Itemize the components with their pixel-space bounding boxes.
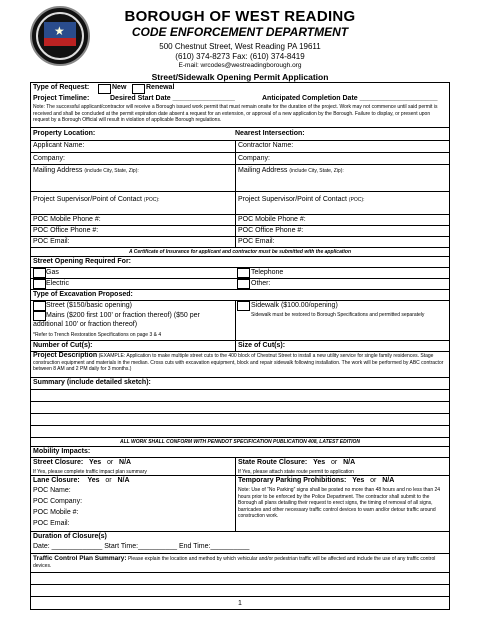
sidewalk-checkbox[interactable] <box>237 301 250 311</box>
opening-heading: Street Opening Required For: <box>33 258 132 265</box>
blank-line <box>30 596 450 597</box>
street-label: Street ($150/basic opening) <box>46 302 132 309</box>
state-route-hint: If Yes, please attach state route permit to application <box>238 469 354 475</box>
divider <box>30 289 450 290</box>
contractor-mobile-field[interactable]: POC Mobile Phone #: <box>238 216 306 223</box>
mobility-heading: Mobility Impacts: <box>33 448 91 455</box>
contractor-name-field[interactable]: Contractor Name: <box>238 142 294 149</box>
completion-date-field[interactable]: Anticipated Completion Date ____________________ <box>262 95 438 102</box>
start-date-field[interactable]: Desired Start Date ________________ <box>110 95 235 102</box>
mains-checkbox[interactable] <box>33 311 46 321</box>
divider <box>30 340 450 341</box>
divider <box>30 164 450 165</box>
sidewalk-note: Sidewalk must be restored to Borough Specifications and permitted separately <box>251 312 425 318</box>
poc-company-field[interactable]: POC Company: <box>33 498 83 505</box>
divider <box>30 256 450 257</box>
email: E-mail: wrcodes@westreadingborough.org <box>178 62 302 69</box>
contractor-supervisor-field[interactable]: Project Supervisor/Point of Contact (POC): <box>238 196 365 203</box>
column-divider <box>235 300 236 340</box>
poc-email-field[interactable]: POC Email: <box>33 520 70 527</box>
borough-title: BOROUGH OF WEST READING <box>124 8 356 25</box>
type-of-request-label: Type of Request: <box>33 84 90 91</box>
form-title: Street/Sidewalk Opening Permit Application <box>151 72 329 82</box>
street-checkbox[interactable] <box>33 301 46 311</box>
project-timeline-label: Project Timeline: <box>33 95 90 102</box>
street-closure-hint: If Yes, please complete traffic impact plan summary <box>33 469 147 475</box>
divider <box>30 475 450 476</box>
divider <box>30 531 450 532</box>
column-divider <box>235 457 236 531</box>
divider <box>30 389 450 390</box>
divider <box>30 377 450 378</box>
permit-note: Note: The successful applicant/contractor will receive a Borough issued work permit that must remain onsite for the duration of the project. Work may not commence until said permit is received and shall be concluded at the permit expiration date absent a request for an extension, or approval of a new application by the Borough. Failure to display, or present upon request by a Borough Official will result in violation of applicable Borough regulations. <box>33 104 438 123</box>
divider <box>30 191 450 192</box>
contractor-mailing-field[interactable]: Mailing Address (include City, State, Zip): <box>238 167 344 174</box>
number-of-cuts-field[interactable]: Number of Cut(s): <box>33 342 93 349</box>
excavation-heading: Type of Excavation Proposed: <box>33 291 133 298</box>
telephone-label: Telephone <box>251 269 284 276</box>
renewal-checkbox[interactable] <box>132 84 145 94</box>
divider <box>30 236 450 237</box>
divider <box>30 127 450 128</box>
insurance-note: A Certificate of Insurance for applicant and contractor must be submitted with the application <box>128 249 352 255</box>
divider <box>30 214 450 215</box>
other-checkbox[interactable] <box>237 279 250 289</box>
new-checkbox[interactable] <box>98 84 111 94</box>
telephone-checkbox[interactable] <box>237 268 250 278</box>
contractor-office-field[interactable]: POC Office Phone #: <box>238 227 304 234</box>
contractor-email-field[interactable]: POC Email: <box>238 238 275 245</box>
closure-duration-heading: Duration of Closure(s) <box>33 533 107 540</box>
divider <box>30 457 450 458</box>
sidewalk-label: Sidewalk ($100.00/opening) <box>251 302 338 309</box>
contractor-company-field[interactable]: Company: <box>238 155 270 162</box>
nearest-intersection-label: Nearest Intersection: <box>235 130 305 137</box>
phone-fax: (610) 374-8273 Fax: (610) 374-8419 <box>175 52 305 61</box>
divider <box>30 446 450 447</box>
other-field[interactable]: Other: <box>251 280 271 287</box>
property-location-label: Property Location: <box>33 130 96 137</box>
street-closure-label: Street Closure: Yes or N/A <box>33 459 132 466</box>
electric-label: Electric <box>46 280 69 287</box>
gas-label: Gas <box>46 269 59 276</box>
blank-line <box>30 572 450 573</box>
department-title: CODE ENFORCEMENT DEPARTMENT <box>131 25 349 39</box>
column-divider <box>235 140 236 247</box>
state-route-label: State Route Closure: Yes or N/A <box>238 459 356 466</box>
mains-label-cont: additional 100’ or fraction thereof) <box>33 321 138 328</box>
parking-prohibitions-label: Temporary Parking Prohibitions: Yes or N/A <box>238 477 395 484</box>
blank-line <box>30 584 450 585</box>
traffic-control-plan[interactable]: Traffic Control Plan Summary: Please explain the location and method by which vehicular and/or pedestrian traffic will be affected and include the use of any traffic control devices. <box>33 555 436 569</box>
applicant-name-field[interactable]: Applicant Name: <box>33 142 85 149</box>
applicant-mailing-field[interactable]: Mailing Address (include City, State, Zip): <box>33 167 139 174</box>
mains-label: Mains ($200 first 100’ or fraction thereof) ($50 per <box>46 312 200 319</box>
poc-name-field[interactable]: POC Name: <box>33 487 71 494</box>
renewal-label: Renewal <box>146 84 175 91</box>
divider <box>30 225 450 226</box>
size-of-cuts-field[interactable]: Size of Cut(s): <box>238 342 286 349</box>
new-label: New <box>112 84 127 91</box>
poc-mobile-field[interactable]: POC Mobile #: <box>33 509 79 516</box>
address: 500 Chestnut Street, West Reading PA 19611 <box>159 42 321 51</box>
page-number: 1 <box>238 600 242 607</box>
applicant-email-field[interactable]: POC Email: <box>33 238 70 245</box>
column-divider <box>235 340 236 351</box>
blank-line <box>30 437 450 438</box>
closure-date-time-fields[interactable]: Date: _____________ Start Time:__________ End Time:__________ <box>33 543 250 550</box>
borough-seal: ★ <box>30 6 90 66</box>
electric-checkbox[interactable] <box>33 279 46 289</box>
divider <box>30 152 450 153</box>
applicant-supervisor-field[interactable]: Project Supervisor/Point of Contact (POC): <box>33 196 160 203</box>
lane-closure-label: Lane Closure: Yes or N/A <box>33 477 130 484</box>
project-description[interactable]: Project Description (EXAMPLE: Application to make multiple street cuts to the 400 block of Chestnut Street to install a new utility service for single family residences. Stage construction equipment and materials in the median. Cross cuts with excavation equipment, block and repair sidewalk following installation. The work will be performed by ABC contractor between 8 AM and 2 PM daily for 3 months.) <box>33 352 444 372</box>
trench-refer-note: *Refer to Trench Restoration Specifications on page 3 & 4 <box>33 332 162 338</box>
applicant-company-field[interactable]: Company: <box>33 155 65 162</box>
blank-line <box>30 425 450 426</box>
blank-line <box>30 401 450 402</box>
applicant-mobile-field[interactable]: POC Mobile Phone #: <box>33 216 101 223</box>
divider <box>30 247 450 248</box>
summary-label[interactable]: Summary (include detailed sketch): <box>33 379 151 386</box>
divider <box>30 140 450 141</box>
penndot-note: ALL WORK SHALL CONFORM WITH PENNDOT SPECIFICATION PUBLICATION 408, LATEST EDITION <box>119 439 361 445</box>
blank-line <box>30 413 450 414</box>
divider <box>30 553 450 554</box>
parking-note: Note: Use of “No Parking” signs shall be posted no more than 48 hours and no less than 24 hours prior to be enforced by the Police Department. The contractor shall submit to the Borough all plans detailing their request to erect signs, the timing of removal of all signs, barricades and other necessary traffic control devices to warn and/or detour traffic around construction work. <box>238 487 441 519</box>
applicant-office-field[interactable]: POC Office Phone #: <box>33 227 99 234</box>
gas-checkbox[interactable] <box>33 268 46 278</box>
